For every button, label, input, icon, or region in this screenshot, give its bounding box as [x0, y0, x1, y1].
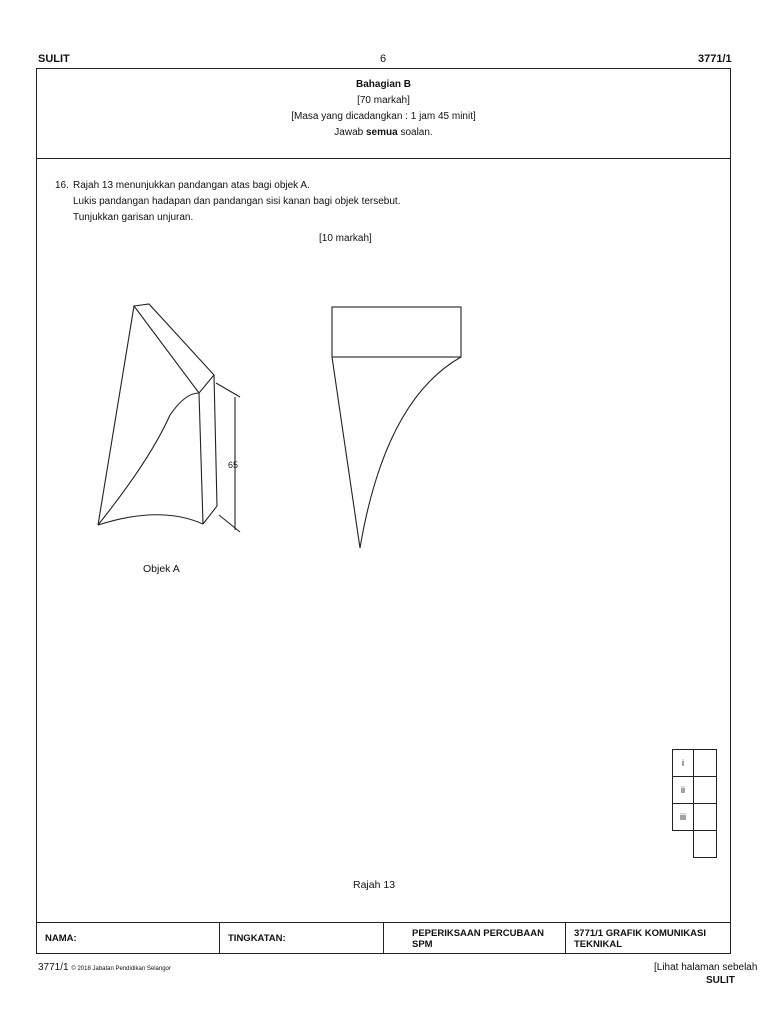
bottom-right-line-1: [Lihat halaman sebelah — [654, 962, 758, 973]
objek-a-bottom-curve — [98, 515, 203, 525]
mark-row — [673, 750, 717, 777]
mark-row-label — [673, 831, 694, 858]
top-view-curve — [360, 357, 461, 548]
section-time: [Masa yang dicadangkan : 1 jam 45 minit] — [291, 111, 476, 122]
mark-table — [672, 749, 717, 858]
dimension-extension-top — [216, 383, 240, 397]
question-number: 16. — [55, 180, 69, 191]
mark-row-label: iii — [673, 804, 694, 831]
figure-caption: Rajah 13 — [353, 879, 396, 891]
objek-a-front-curve — [98, 393, 199, 525]
footer-exam: PEPERIKSAAN PERCUBAAN SPM — [384, 923, 566, 954]
footer-subject: 3771/1 GRAFIK KOMUNIKASI TEKNIKAL — [574, 927, 706, 950]
question-line-3: Tunjukkan garisan unjuran. — [73, 212, 194, 223]
mark-row-label: i — [673, 750, 694, 777]
instruction-prefix: Jawab — [334, 127, 366, 138]
objek-a-top-face — [134, 304, 214, 393]
dimension-label: 65 — [228, 460, 239, 470]
question-line-1: Rajah 13 menunjukkan pandangan atas bagi objek A. — [73, 180, 310, 191]
object-label: Objek A — [143, 563, 180, 575]
dimension-extension-bottom — [219, 515, 240, 532]
section-marks: [70 markah] — [357, 95, 410, 106]
mark-row-label: ii — [673, 777, 694, 804]
objek-a-back-edge — [98, 306, 134, 525]
section-title: Bahagian B — [355, 79, 411, 90]
bottom-left — [38, 962, 171, 973]
objek-a-side-face — [203, 375, 217, 524]
question-marks: [10 markah] — [319, 233, 372, 244]
mark-row — [673, 831, 717, 858]
header-code: 3771/1 — [698, 53, 732, 65]
bottom-copyright: © 2018 Jabatan Pendidikan Selangor — [71, 966, 171, 972]
instruction-suffix: soalan. — [397, 127, 433, 138]
page-number: 6 — [380, 53, 387, 65]
mark-box — [694, 750, 717, 777]
objek-a-front-edge — [199, 393, 203, 524]
footer-nama: NAMA: — [37, 923, 220, 954]
footer-tingkatan: TINGKATAN: — [220, 923, 384, 954]
mark-row — [673, 777, 717, 804]
bottom-right-line-2: SULIT — [706, 975, 735, 986]
top-view-left-edge — [332, 357, 360, 548]
bottom-code: 3771/1 — [38, 962, 69, 973]
header-sulit: SULIT — [38, 53, 70, 65]
mark-box — [694, 777, 717, 804]
question-line-2: Lukis pandangan hadapan dan pandangan sisi kanan bagi objek tersebut. — [73, 196, 401, 207]
top-view-rectangle — [332, 307, 461, 357]
mark-total-box — [694, 831, 717, 858]
instruction-bold: semua — [365, 127, 398, 138]
mark-box — [694, 804, 717, 831]
mark-row — [673, 804, 717, 831]
